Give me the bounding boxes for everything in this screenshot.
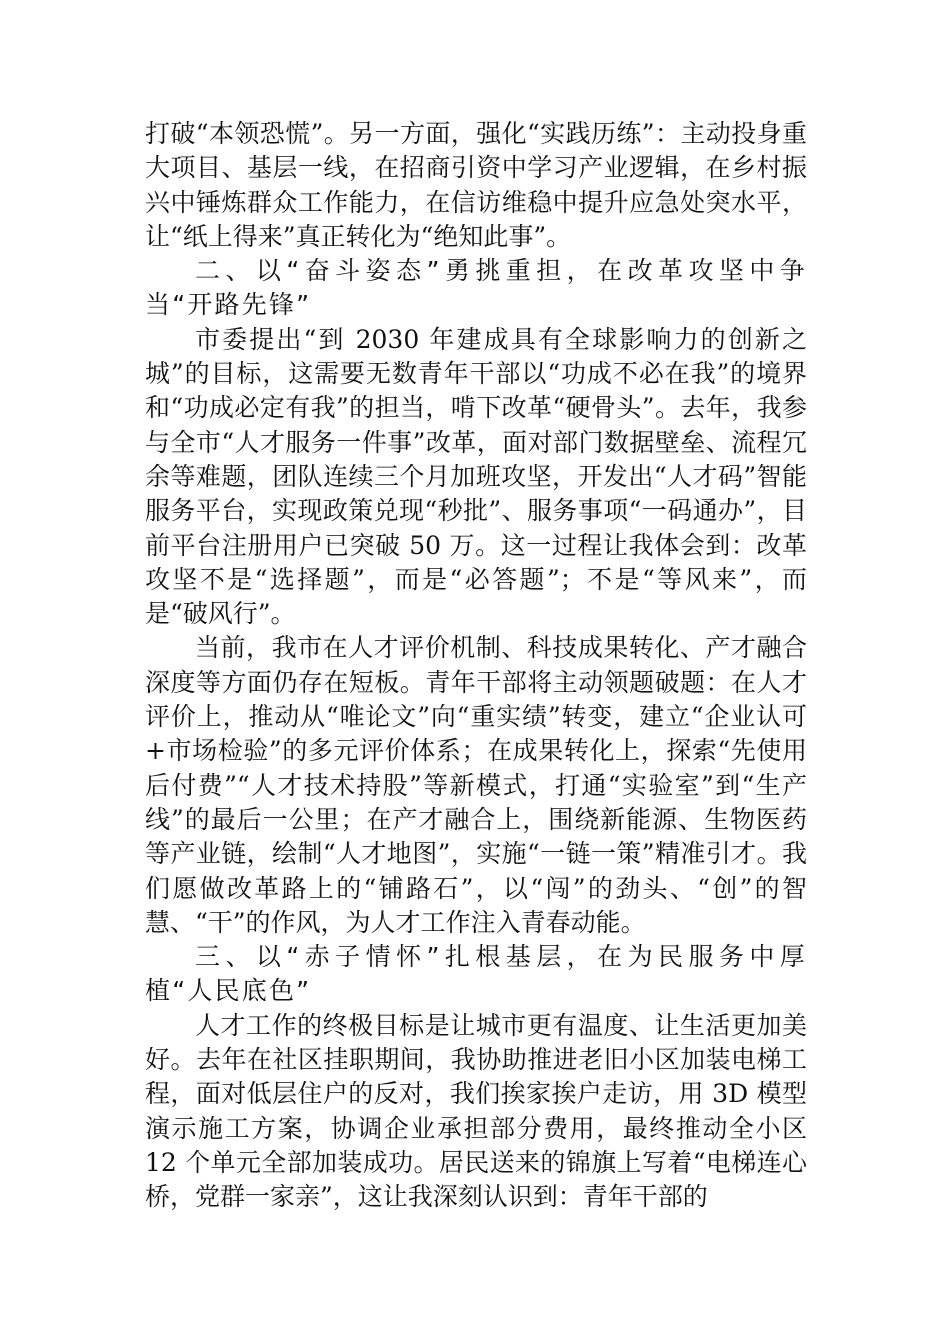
paragraph-continuation: 打破“本领恐慌”。另一方面，强化“实践历练”：主动投身重大项目、基层一线，在招商引资中学习产业逻辑，在乡村振兴中锤炼群众工作能力，在信访维稳中提升应急处突水平，让“纸上得来”真正转化为“绝知此事”。 (145, 119, 807, 251)
section-heading-2: 二、以“奋斗姿态”勇挑重担，在改革攻坚中争当“开路先锋” (145, 256, 807, 320)
body-paragraph: 当前，我市在人才评价机制、科技成果转化、产才融合深度等方面仍存在短板。青年干部将主动领题破题：在人才评价上，推动从“唯论文”向“重实绩”转变，建立“企业认可+市场检验”的多元评价体系；在成果转化上，探索“先使用后付费”“人才技术持股”等新模式，打通“实验室”到“生产线”的最后一公里；在产才融合上，围绕新能源、生物医药等产业链，绘制“人才地图”，实施“一链一策”精准引才。我们愿做改革路上的“铺路石”，以“闯”的劲头、“创”的智慧、“干”的作风，为人才工作注入青春动能。 (145, 633, 807, 937)
body-paragraph: 人才工作的终极目标是让城市更有温度、让生活更加美好。去年在社区挂职期间，我协助推进老旧小区加装电梯工程，面对低层住户的反对，我们挨家挨户走访，用 3D 模型演示施工方案，协调企业承担部分费用，最终推动全小区 12 个单元全部加装成功。居民送来的锦旗上写着“电梯连心桥，党群一家亲”，这让我深刻认识到：青年干部的 (145, 1010, 807, 1212)
section-heading-3: 三、以“赤子情怀”扎根基层，在为民服务中厚植“人民底色” (145, 942, 807, 1006)
body-paragraph: 市委提出“到 2030 年建成具有全球影响力的创新之城”的目标，这需要无数青年干部以“功成不必在我”的境界和“功成必定有我”的担当，啃下改革“硬骨头”。去年，我参与全市“人才服务一件事”改革，面对部门数据壁垒、流程冗余等难题，团队连续三个月加班攻坚，开发出“人才码”智能服务平台，实现政策兑现“秒批”、服务事项“一码通办”，目前平台注册用户已突破 50 万。这一过程让我体会到：改革攻坚不是“选择题”，而是“必答题”；不是“等风来”，而是“破风行”。 (145, 324, 807, 629)
document-page (145, 117, 807, 1215)
